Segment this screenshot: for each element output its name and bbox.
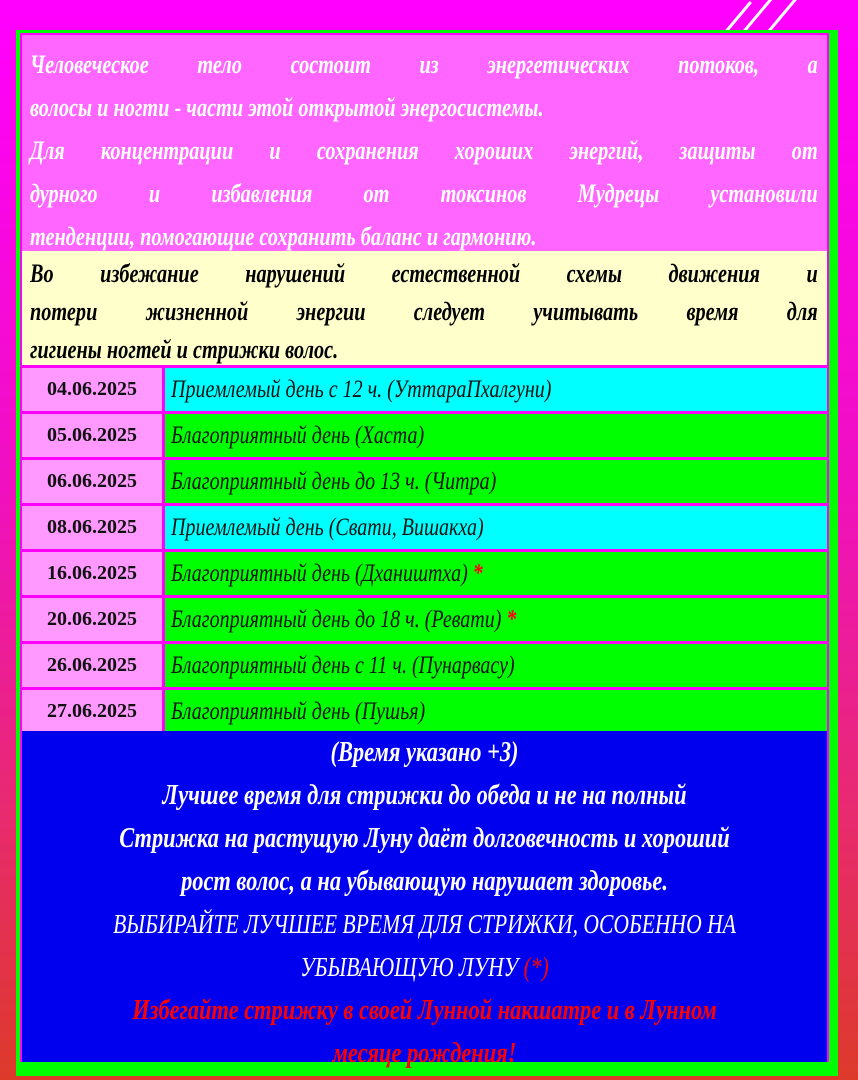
warning-line: Избегайте стрижку в своей Лунной накшатре и в Лунном: [132, 995, 717, 1026]
row-date: 08.06.2025: [22, 506, 162, 549]
intro-line: волосы и ногти - части этой открытой энергосистемы.: [30, 93, 544, 122]
row-text: Приемлемый день с 12 ч. (УттараПхалгуни): [171, 375, 552, 403]
intro-line: тенденции, помогающие сохранить баланс и гармонию.: [30, 222, 537, 251]
intro-line: Для концентрации и сохранения хороших энергий, защиты от: [30, 136, 818, 165]
table-row: [22, 644, 827, 687]
row-description: [165, 552, 827, 595]
row-date: 20.06.2025: [22, 598, 162, 641]
row-description: [165, 598, 827, 641]
row-description: [165, 414, 827, 457]
advice-line: Стрижка на растущую Луну даёт долговечность и хороший: [119, 823, 730, 854]
row-date: 26.06.2025: [22, 644, 162, 687]
row-star: *: [506, 605, 517, 633]
row-description: [165, 644, 827, 687]
row-date: 05.06.2025: [22, 414, 162, 457]
time-note: (Время указано +3): [330, 737, 519, 768]
caps-line-text: УБЫВАЮЩУЮ ЛУНУ: [300, 952, 519, 982]
row-date: 04.06.2025: [22, 368, 162, 411]
row-description: [165, 690, 827, 733]
caps-line: ВЫБИРАЙТЕ ЛУЧШЕЕ ВРЕМЯ ДЛЯ СТРИЖКИ, ОСОБЕННО НА: [113, 909, 736, 939]
row-star: *: [472, 559, 483, 587]
row-text: Приемлемый день (Свати, Вишакха): [171, 513, 484, 541]
row-text: Благоприятный день (Пушья): [171, 697, 426, 725]
caps-line: [103, 946, 747, 989]
table-row: [22, 368, 827, 411]
table-row: [22, 598, 827, 641]
intro-line: Человеческое тело состоит из энергетических потоков, а: [30, 50, 818, 79]
row-text: Благоприятный день до 13 ч. (Читра): [171, 467, 497, 495]
row-description: [165, 460, 827, 503]
row-text: Благоприятный день (Дхаништха): [171, 559, 468, 587]
notice-line: потери жизненной энергии следует учитывать время для: [30, 297, 818, 326]
row-date: 27.06.2025: [22, 690, 162, 733]
row-text: Благоприятный день с 11 ч. (Пунарвасу): [171, 651, 515, 679]
table-row: [22, 460, 827, 503]
advice-line: Лучшее время для стрижки до обеда и не на полный: [162, 780, 687, 811]
caps-mark: (*): [523, 952, 549, 982]
table-row: [22, 552, 827, 595]
notice-block: [22, 251, 827, 365]
warning-line: месяце рождения!: [332, 1038, 517, 1069]
row-description: [165, 368, 827, 411]
notice-line: гигиены ногтей и стрижки волос.: [30, 335, 339, 364]
schedule-table: [22, 368, 827, 733]
row-date: 16.06.2025: [22, 552, 162, 595]
footer-block: [22, 731, 827, 1069]
row-text: Благоприятный день (Хаста): [171, 421, 425, 449]
table-row: [22, 690, 827, 733]
poster-frame: [16, 30, 838, 1076]
row-text: Благоприятный день до 18 ч. (Ревати): [171, 605, 502, 633]
table-row: [22, 506, 827, 549]
table-row: [22, 414, 827, 457]
advice-line: рост волос, а на убывающую нарушает здоровье.: [181, 866, 668, 897]
notice-line: Во избежание нарушений естественной схемы движения и: [30, 259, 818, 288]
intro-block: [22, 35, 827, 251]
row-description: [165, 506, 827, 549]
intro-line: дурного и избавления от токсинов Мудрецы установили: [30, 179, 818, 208]
row-date: 06.06.2025: [22, 460, 162, 503]
